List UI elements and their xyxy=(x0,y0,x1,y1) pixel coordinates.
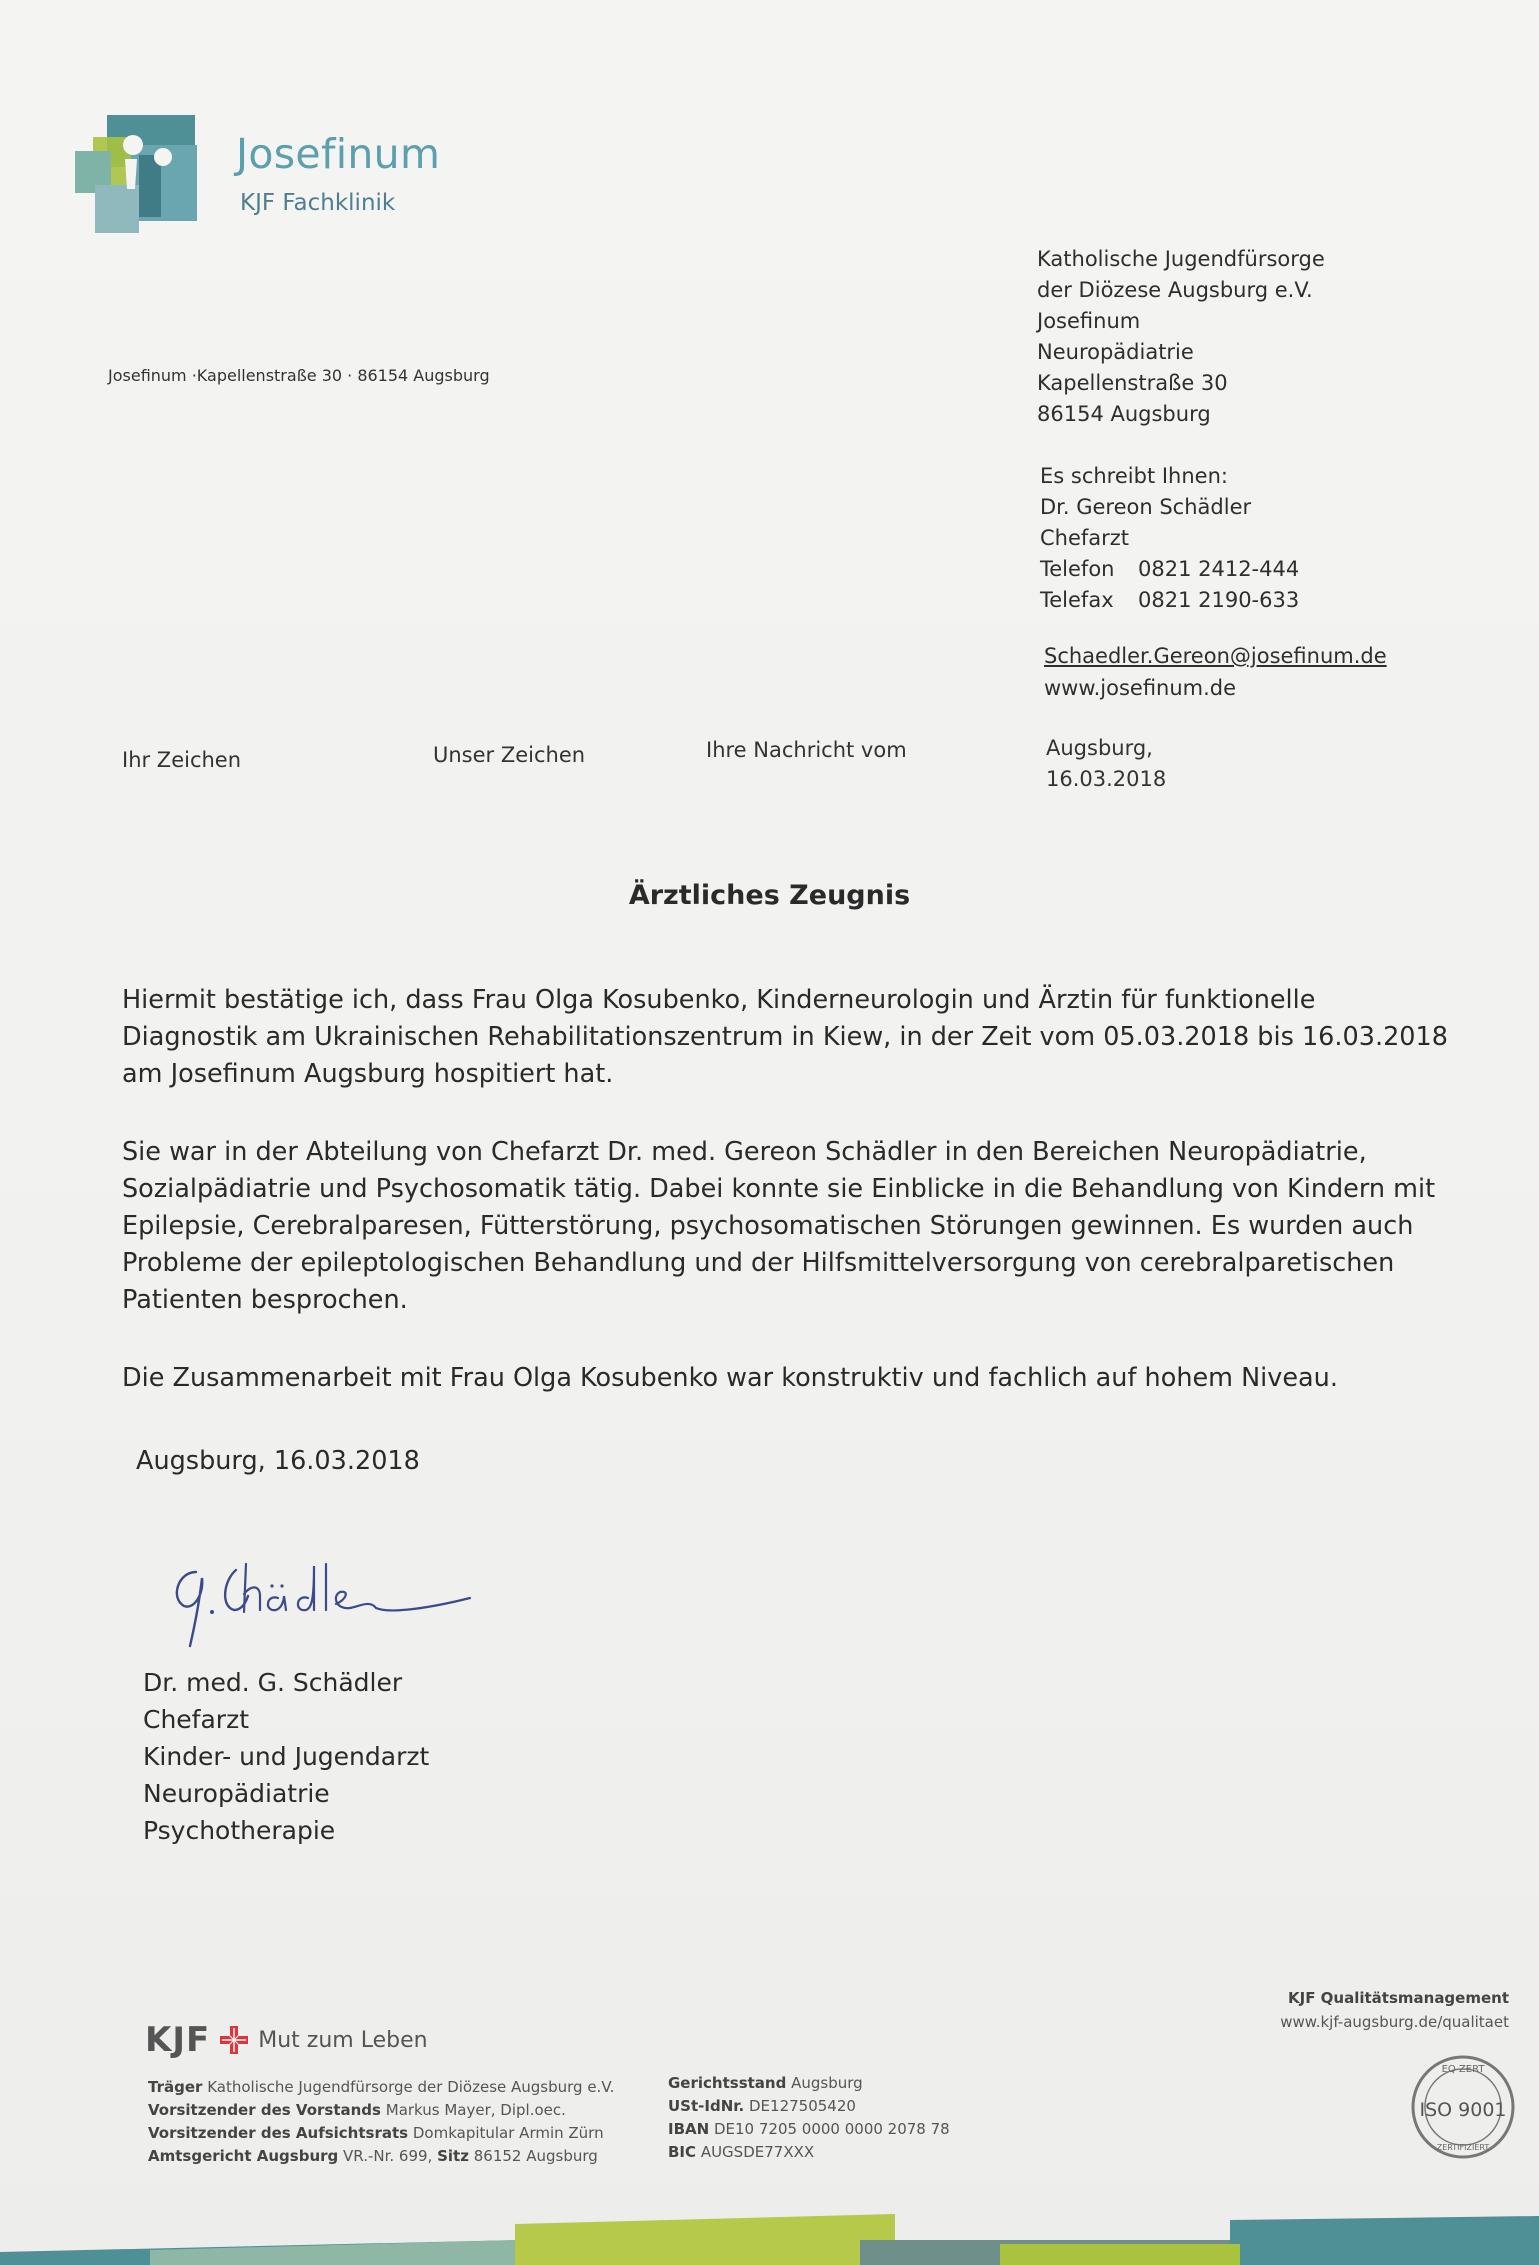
body-paragraph-3: Die Zusammenarbeit mit Frau Olga Kosubenko war konstruktiv und fachlich auf hohem Niveau. xyxy=(122,1363,1338,1393)
email-link[interactable]: Schaedler.Gereon@josefinum.de xyxy=(1044,644,1387,668)
iso-text: ISO 9001 xyxy=(1419,2099,1507,2121)
ust-label: USt-IdNr. xyxy=(668,2097,745,2115)
signer-line: Chefarzt xyxy=(143,1705,250,1734)
logo-name: Josefinum xyxy=(236,130,441,178)
website-text: www.josefinum.de xyxy=(1044,676,1237,700)
fax-label: Telefax xyxy=(1040,588,1114,612)
iso-bottom-text: ZERTIFIZIERT xyxy=(1436,2143,1490,2152)
traeger-label: Träger xyxy=(148,2078,203,2096)
quality-management xyxy=(1109,1986,1509,2034)
kjf-motto: Mut zum Leben xyxy=(258,2027,428,2053)
handwritten-signature-icon xyxy=(160,1550,480,1660)
fax-number: 0821 2190-633 xyxy=(1138,588,1300,612)
caritas-cross-icon xyxy=(218,2024,250,2056)
document-title: Ärztliches Zeugnis xyxy=(628,880,911,911)
traeger-value: Katholische Jugendfürsorge der Diözese Augsburg e.V. xyxy=(207,2078,615,2096)
phone-number: 0821 2412-444 xyxy=(1138,557,1300,581)
qm-url: www.kjf-augsburg.de/qualitaet xyxy=(1280,2013,1509,2031)
iso-top-text: EQ ZERT xyxy=(1441,2064,1485,2075)
josefinum-logo-icon xyxy=(75,115,200,233)
signer-line: Neuropädiatrie xyxy=(143,1779,330,1808)
iso-certification-seal-icon xyxy=(1408,2052,1518,2162)
bic-label: BIC xyxy=(668,2143,697,2161)
ref-date-block xyxy=(1046,733,1166,795)
qm-title: KJF Qualitätsmanagement xyxy=(1287,1989,1509,2007)
iban-value: DE10 7205 0000 0000 2078 78 xyxy=(713,2120,950,2138)
legal-info-middle xyxy=(668,2072,950,2164)
place-date: Augsburg, 16.03.2018 xyxy=(136,1446,420,1476)
aufsichtsrat-label: Vorsitzender des Aufsichtsrats xyxy=(148,2124,409,2142)
ref-place: Augsburg, xyxy=(1046,736,1153,760)
signer-line: Psychotherapie xyxy=(143,1816,336,1845)
footer-color-band xyxy=(0,2200,1539,2265)
address-line: Kapellenstraße 30 xyxy=(1037,371,1228,395)
ref-ihre-nachricht: Ihre Nachricht vom xyxy=(706,738,907,762)
phone-label: Telefon xyxy=(1040,557,1115,581)
address-line: Neuropädiatrie xyxy=(1037,340,1194,364)
ref-ihr-zeichen: Ihr Zeichen xyxy=(122,748,242,772)
sender-address-line: Josefinum ·Kapellenstraße 30 · 86154 Augsburg xyxy=(108,366,490,385)
address-line: Katholische Jugendfürsorge xyxy=(1037,247,1325,271)
signer-block xyxy=(143,1664,429,1849)
phone-row xyxy=(1040,554,1299,585)
contact-name: Dr. Gereon Schädler xyxy=(1040,495,1252,519)
signer-name: Dr. med. G. Schädler xyxy=(143,1668,403,1697)
body-paragraph-1: Hiermit bestätige ich, dass Frau Olga Kosubenko, Kinderneurologin und Ärztin für funktionelle Diagnostik am Ukrainischen Rehabilitationszentrum in Kiew, in der Zeit vom 05.03.2018 bis 16.03.2018 am Josefinum Augsburg hospitiert hat. xyxy=(122,985,1448,1089)
amtsgericht-value: VR.-Nr. 699, xyxy=(343,2147,433,2165)
address-line: Josefinum xyxy=(1037,309,1141,333)
ust-value: DE127505420 xyxy=(749,2097,856,2115)
aufsichtsrat-value: Domkapitular Armin Zürn xyxy=(412,2124,604,2142)
address-line: 86154 Augsburg xyxy=(1037,402,1211,426)
body-paragraph-2: Sie war in der Abteilung von Chefarzt Dr. med. Gereon Schädler in den Bereichen Neuropädiatrie, Sozialpädiatrie und Psychosomatik tätig. Dabei konnte sie Einblicke in die Behandlung von Kindern mit Epilepsie, Cerebralparesen, Fütterstörung, psychosomatischen Störungen gewinnen. Es wurden auch Probleme der epileptologischen Behandlung und der Hilfsmittelversorgung von cerebralparetischen Patienten besprochen. xyxy=(122,1137,1436,1315)
vorstand-value: Markus Mayer, Dipl.oec. xyxy=(385,2101,566,2119)
sitz-label: Sitz xyxy=(437,2147,469,2165)
kjf-logo xyxy=(145,2020,428,2060)
web-contact xyxy=(1044,640,1387,704)
iban-label: IBAN xyxy=(668,2120,710,2138)
organization-address xyxy=(1037,244,1325,430)
ref-unser-zeichen: Unser Zeichen xyxy=(433,743,586,767)
signer-line: Kinder- und Jugendarzt xyxy=(143,1742,430,1771)
address-line: der Diözese Augsburg e.V. xyxy=(1037,278,1313,302)
gerichtsstand-label: Gerichtsstand xyxy=(668,2074,787,2092)
contact-role: Chefarzt xyxy=(1040,526,1130,550)
logo-subtitle: KJF Fachklinik xyxy=(240,190,396,216)
bic-value: AUGSDE77XXX xyxy=(700,2143,815,2161)
legal-info-left xyxy=(148,2076,614,2168)
ref-date: 16.03.2018 xyxy=(1046,767,1167,791)
fax-row xyxy=(1040,585,1299,616)
amtsgericht-label: Amtsgericht Augsburg xyxy=(148,2147,339,2165)
contact-block xyxy=(1040,461,1299,616)
sitz-value: 86152 Augsburg xyxy=(473,2147,598,2165)
vorstand-label: Vorsitzender des Vorstands xyxy=(148,2101,381,2119)
kjf-wordmark: KJF xyxy=(145,2020,211,2060)
gerichtsstand-value: Augsburg xyxy=(791,2074,863,2092)
contact-intro: Es schreibt Ihnen: xyxy=(1040,464,1228,488)
